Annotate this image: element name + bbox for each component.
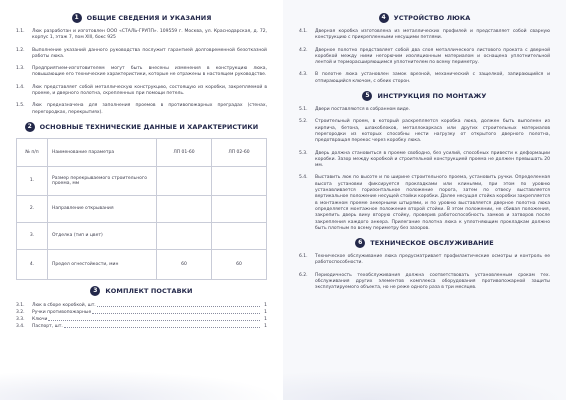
item-5-3: 5.3. Дверь должна становиться в проеме свободно, без усилий, способных привести к деформации коробки. Зазор между коробкой и строительной конструкцией проема не должен превышать 20 мм. [299,150,550,169]
item-1-2: 1.2. Выполнение указаний данного руководства послужит гарантией долговременной безотказной работы люка. [16,47,267,59]
item-5-4: 5.4. Выставить люк по высоте и по ширине строительного проема, установить ручки. Определенная высота установки фиксируется прокладками или клиньями, при этом по уровню устанавливается горизонтальное положение порога, затем по отвесу выставляется вертикальное положение несущей стойки коробки. Далее несущая стойка коробки закрепляется в монтажном проеме анкерными штырями, и по уровню выставляется дверное полотна люка определяется монтажное положение второй стойки. В этом положении, не сбивая положения, закрепить дверь вину вторую стойку, проверив работоспособность замков и затворов после закрепления каждого анкера. Прилегание полотна люка к уплотняющим прокладкам должно быть плотным по всему периметру без зазоров. [299,175,550,231]
section-3-header [16,286,267,296]
section-6-number: 6 [355,238,365,248]
section-5-header [299,91,550,101]
item-6-2: 6.2. Периодичность техобслуживания должна соответствовать установленным срокам тех. обслуживания других элементов комплекса оборудования противопожарной защиты эксплуатируемого объекта, но не реже одного раза в три месяцев. [299,272,550,291]
dot-leader [92,309,260,314]
item-1-3: 1.3. Предприятием-изготовителем могут быть внесены изменения в конструкцию люка, повышающие его технические характеристики, которые не отражены в настоящем руководстве. [16,66,267,78]
section-1-title: ОБЩИЕ СВЕДЕНИЯ И УКАЗАНИЯ [86,14,212,22]
item-6-1: 6.1. Техническое обслуживание люка предусматривает профилактические осмотры и контроль ее работоспособности. [299,254,550,266]
spec-col-num: № п/п [17,138,48,166]
section-3-number: 3 [90,286,100,296]
kit-item-2: 3.2. Ручки противопожарные 1 [16,309,267,315]
spec-col-lp01: ЛП 01-60 [157,138,212,166]
table-row: 4. Предел огнестойкости, мин 60 60 [17,249,267,279]
section-2-title: ОСНОВНЫЕ ТЕХНИЧЕСКИЕ ДАННЫЕ И ХАРАКТЕРИСТИКИ [39,122,259,131]
dot-leader [97,302,260,307]
kit-item-4: 3.4. Паспорт, шт. 1 [16,323,267,329]
section-3-title: КОМПЛЕКТ ПОСТАВКИ [105,286,193,295]
item-4-2: 4.2. Дверное полотно представляет собой два слоя металлического листового проката с дверной коробкой между ними негорючим изоляционным материалом и оснащена уплотнительной лентой и терморасширяющимся уплотнителем по всему периметру. [299,47,550,66]
section-5-number: 5 [362,91,372,101]
item-5-1: 5.1. Двери поставляются в собранном виде. [299,107,411,113]
section-2-number: 2 [25,122,35,132]
dot-leader [48,316,260,321]
table-row: 2. Направление открывания [17,195,267,222]
section-6-header [299,238,550,248]
item-1-4: 1.4. Люк представляет собой металлическую конструкцию, состоящую из коробки, закрепляемой в проеме, и дверного полотна, скрепленных при помощи петель. [16,84,267,97]
item-4-3: 4.3. В полотне люка установлен замок врезной, механический с защелкой, запирающийся и отпирающийся ключом, с обеих сторон. [299,72,550,84]
spec-table [16,138,267,280]
section-2-header [16,122,267,132]
right-page [283,0,566,400]
spec-col-lp02: ЛП 02-60 [212,138,267,166]
kit-item-1: 3.1. Люк в сборе коробкой, шт. 1 [16,302,267,308]
section-4-number: 4 [379,13,389,23]
section-4-header [299,13,550,23]
spec-table-header [17,138,267,166]
item-1-1: 1.1. Люк разработан и изготовлен ООО «СТАЛЬ-ГРУПП». 109559 г. Москва, ул. Краснодарская, д. 72, корпус 1, этаж 7, пом XIII, бокс 925 [16,29,267,41]
item-4-1: 4.1. Дверная коробка изготовлена из металлических профилей и представляет собой сварную конструкцию с прикрепленными несущими петлями. [299,29,550,41]
section-5-title: ИНСТРУКЦИЯ ПО МОНТАЖУ [377,92,487,101]
item-1-5: 1.5. Люк предназначена для заполнения проемов в противопожарных преградах (стенах, перегородках, перекрытиях). [16,103,267,115]
item-5-2: 5.2. Строительный проем, в который раскрепляется коробка люка, должен быть выполнен из кирпича, бетона, шлакоблоков, металлокаркаса или других строительных материалов перегородки из которых способны нести нагрузку от открытого дверного полотна, предотвращая перекос через коробку люка. [299,119,550,144]
table-row: 3. Отделка (тип и цвет) [17,222,267,249]
spec-col-param: Наименование параметра [48,138,157,166]
section-1-number: 1 [72,13,82,23]
kit-item-3: 3.3. Ключи 1 [16,316,267,322]
table-row: 1. Размер перекрываемого строительного проема, мм [17,166,267,195]
section-6-title: ТЕХНИЧЕСКОЕ ОБСЛУЖИВАНИЕ [370,239,494,248]
dot-leader [64,323,260,328]
section-1-header [16,13,267,23]
section-4-title: УСТРОЙСТВО ЛЮКА [393,14,471,22]
